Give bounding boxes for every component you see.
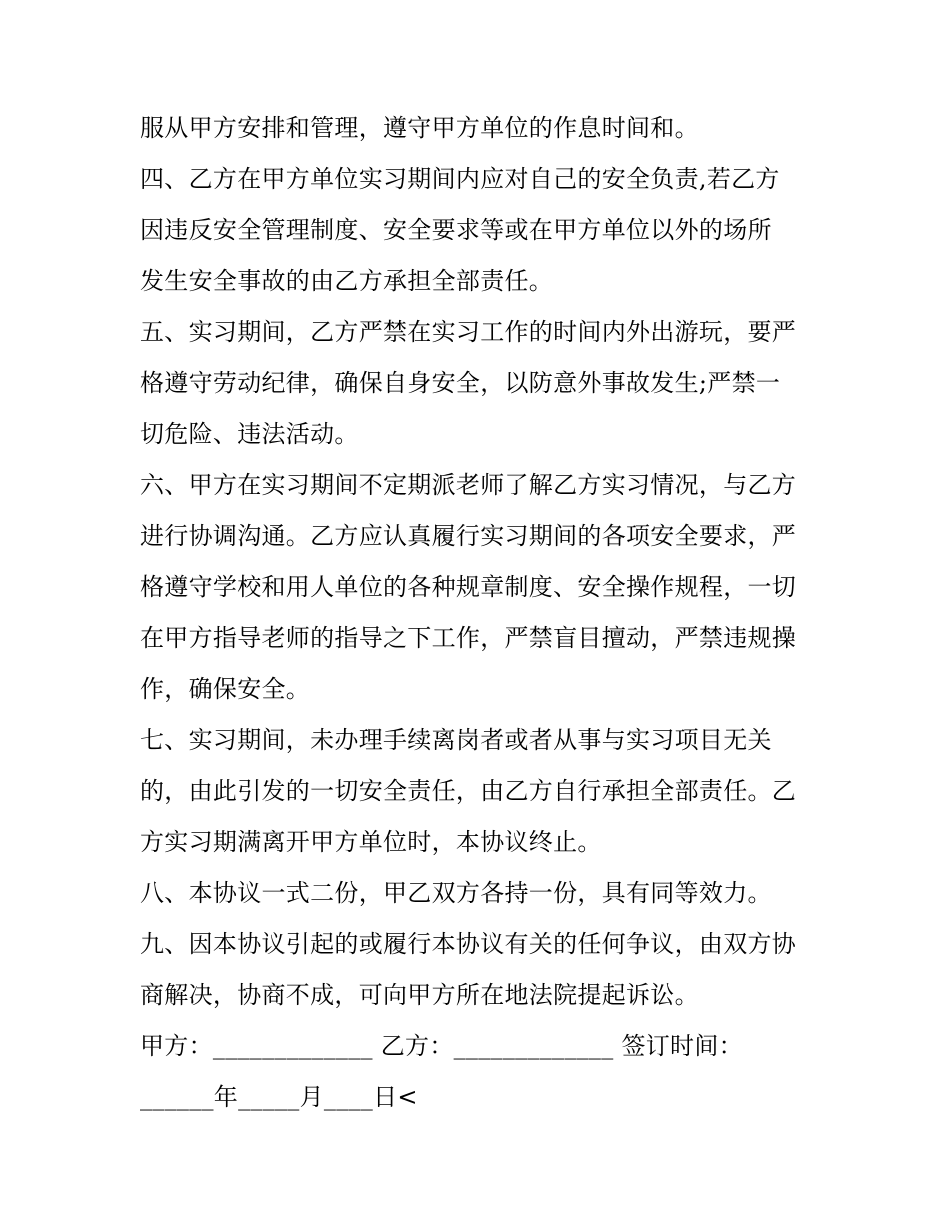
text-line: 七、实习期间，未办理手续离岗者或者从事与实习项目无关 [140,726,772,754]
text-line: 格遵守劳动纪律，确保自身安全，以防意外事故发生;严禁一 [140,369,781,397]
signature-line: 甲方：_____________ 乙方：_____________ 签订时间： [140,1032,743,1060]
document-body [140,103,820,1123]
text-line: 的，由此引发的一切安全责任，由乙方自行承担全部责任。乙 [140,777,797,805]
text-line: 在甲方指导老师的指导之下工作，严禁盲目擅动，严禁违规操 [140,624,797,652]
text-line: 六、甲方在实习期间不定期派老师了解乙方实习情况，与乙方 [140,471,797,499]
text-line: 服从甲方安排和管理，遵守甲方单位的作息时间和。 [140,114,699,142]
text-line: 作，确保安全。 [140,675,311,703]
date-line: ______年_____月____日< [140,1083,418,1111]
text-line: 商解决，协商不成，可向甲方所在地法院提起诉讼。 [140,981,699,1009]
text-line: 进行协调沟通。乙方应认真履行实习期间的各项安全要求，严 [140,522,797,550]
text-line: 方实习期满离开甲方单位时，本协议终止。 [140,828,602,856]
text-line: 发生安全事故的由乙方承担全部责任。 [140,267,554,295]
text-line: 四、乙方在甲方单位实习期间内应对自己的安全负责,若乙方 [140,165,780,193]
text-line: 九、因本协议引起的或履行本协议有关的任何争议，由双方协 [140,930,797,958]
text-line: 切危险、违法活动。 [140,420,359,448]
text-line: 八、本协议一式二份，甲乙双方各持一份，具有同等效力。 [140,879,772,907]
text-line: 格遵守学校和用人单位的各种规章制度、安全操作规程，一切 [140,573,797,601]
text-line: 因违反安全管理制度、安全要求等或在甲方单位以外的场所 [140,216,772,244]
text-line: 五、实习期间，乙方严禁在实习工作的时间内外出游玩，要严 [140,318,797,346]
